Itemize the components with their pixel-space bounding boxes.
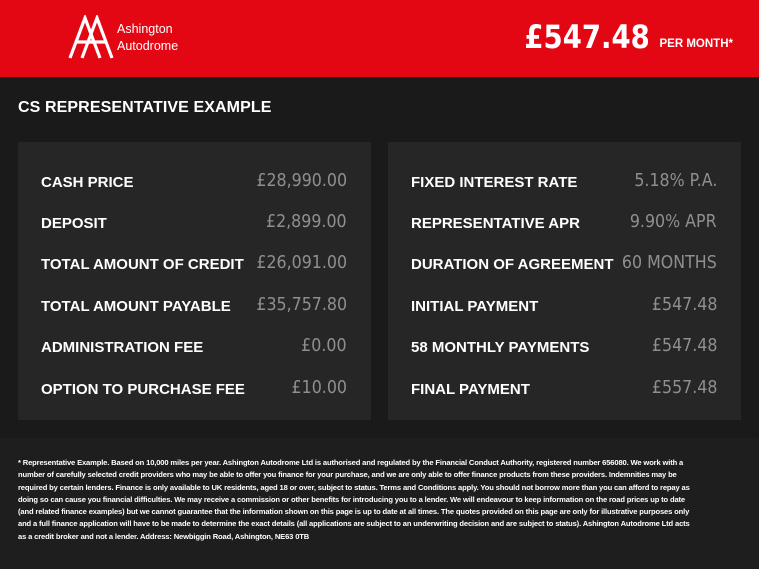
ashington-autodrome-logo[interactable] (68, 15, 188, 61)
row-duration-of-agreement (411, 252, 717, 276)
row-label: OPTION TO PURCHASE FEE (41, 381, 245, 398)
row-label: ADMINISTRATION FEE (41, 339, 204, 356)
monthly-price: £547.48 (524, 18, 650, 56)
row-value: £26,091.00 (256, 252, 347, 273)
row-total-amount-of-credit (41, 252, 347, 276)
representative-example-section (0, 77, 759, 438)
finance-disclaimer: * Representative Example. Based on 10,000 miles per year. Ashington Autodrome Ltd is authorised and regulated by the Financial Conduct Authority, registered number 656080. We work with a number of carefully selected credit providers who may be able to offer you finance for your purchase, and we are only able to offer finance products from these providers. Indemnities may be required by certain lenders. Finance is only available to UK residents, aged 18 or over, subject to status. Terms and Conditions apply. You should not borrow more than you can afford to repay as doing so can cause you financial difficulties. We may receive a commission or other benefits for introducing you to a lender. We will endeavour to keep information on the road prices up to date (and related finance examples) but we cannot guarantee that the information shown on this page is up to date at all times. The quotes provided on this page are only for illustrative purposes only and a full finance application will have to be made to determine the exact details (all applications are subject to an underwriting decision and are subject to status). Ashington Autodrome Ltd acts as a credit broker and not a lender. Address: Newbiggin Road, Ashington, NE63 0TB (18, 458, 690, 541)
row-value: £28,990.00 (256, 170, 347, 191)
row-value: 9.90% APR (630, 211, 717, 232)
finance-panel-left (18, 142, 371, 420)
section-title: CS REPRESENTATIVE EXAMPLE (18, 99, 272, 116)
row-label: REPRESENTATIVE APR (411, 215, 580, 232)
row-representative-apr (411, 211, 717, 235)
row-value: £35,757.80 (256, 294, 347, 315)
row-total-amount-payable (41, 294, 347, 318)
logo-line-1: Ashington (117, 22, 173, 36)
row-label: 58 MONTHLY PAYMENTS (411, 339, 590, 356)
row-label: TOTAL AMOUNT PAYABLE (41, 298, 231, 315)
row-value: £2,899.00 (266, 211, 347, 232)
row-label: FINAL PAYMENT (411, 381, 530, 398)
row-label: FIXED INTEREST RATE (411, 174, 578, 191)
row-final-payment (411, 377, 717, 401)
header-bar (0, 0, 759, 77)
row-value: £10.00 (291, 377, 347, 398)
row-label: TOTAL AMOUNT OF CREDIT (41, 256, 244, 273)
row-value: £557.48 (651, 377, 717, 398)
row-fixed-interest-rate (411, 170, 717, 194)
row-cash-price (41, 170, 347, 194)
row-monthly-payments (411, 335, 717, 359)
row-value: £547.48 (651, 294, 717, 315)
row-option-to-purchase-fee (41, 377, 347, 401)
finance-panel-right (388, 142, 741, 420)
row-deposit (41, 211, 347, 235)
row-initial-payment (411, 294, 717, 318)
row-label: INITIAL PAYMENT (411, 298, 539, 315)
logo-line-2: Autodrome (117, 39, 179, 53)
row-administration-fee (41, 335, 347, 359)
per-month-label: PER MONTH* (659, 38, 733, 50)
row-value: 5.18% P.A. (633, 170, 717, 191)
logo-text (117, 21, 178, 55)
row-value: £0.00 (301, 335, 347, 356)
logo-mark-icon (68, 15, 114, 59)
row-label: CASH PRICE (41, 174, 134, 191)
row-label: DEPOSIT (41, 215, 107, 232)
row-value: 60 MONTHS (622, 252, 717, 273)
row-label: DURATION OF AGREEMENT (411, 256, 614, 273)
row-value: £547.48 (651, 335, 717, 356)
